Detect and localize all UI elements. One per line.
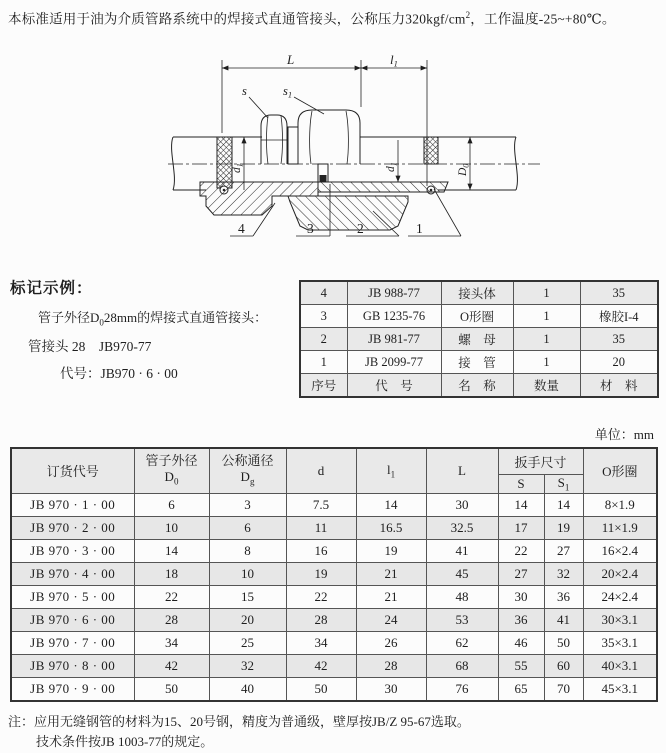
leader-s1 [294, 97, 324, 114]
cell-oring: 11×1.9 [583, 516, 657, 539]
part-qty: 1 [513, 351, 580, 374]
cell-L: 62 [426, 631, 498, 654]
cell-S: 17 [498, 516, 544, 539]
parts-row-3 [300, 305, 658, 328]
marking-example-line2: 管接头 28 JB970-77 [28, 338, 152, 354]
part-material: 橡胶I-4 [580, 305, 658, 328]
cell-S1: 41 [544, 608, 583, 631]
cell-d: 19 [286, 562, 356, 585]
table-row [11, 631, 657, 654]
part-code: JB 2099-77 [347, 351, 441, 374]
scope-paragraph [8, 9, 662, 29]
cell-S1: 50 [544, 631, 583, 654]
marking-line1-pre: 管子外径D [38, 310, 100, 325]
part-no: 3 [300, 305, 347, 328]
table-row [11, 539, 657, 562]
cell-dg: 3 [209, 493, 286, 516]
cell-order-code: JB 970 · 5 · 00 [11, 585, 134, 608]
cell-L: 53 [426, 608, 498, 631]
cell-d: 7.5 [286, 493, 356, 516]
hex-body-s1-outline [298, 110, 360, 164]
cell-d0: 28 [134, 608, 209, 631]
cell-S: 36 [498, 608, 544, 631]
cell-dg: 20 [209, 608, 286, 631]
cell-l1: 19 [356, 539, 426, 562]
cell-order-code: JB 970 · 2 · 00 [11, 516, 134, 539]
cell-dg: 25 [209, 631, 286, 654]
hex-body-facet-right [346, 111, 348, 164]
part-name: O形圈 [441, 305, 513, 328]
part-material: 35 [580, 328, 658, 351]
cell-S1: 32 [544, 562, 583, 585]
cell-S: 30 [498, 585, 544, 608]
cell-dg: 6 [209, 516, 286, 539]
cell-dg: 8 [209, 539, 286, 562]
cell-oring: 8×1.9 [583, 493, 657, 516]
cell-S1: 27 [544, 539, 583, 562]
cell-S1: 19 [544, 516, 583, 539]
weld-seam-right [424, 137, 438, 164]
fitting-technical-drawing [0, 46, 666, 261]
cell-S: 65 [498, 677, 544, 701]
cell-L: 68 [426, 654, 498, 677]
cell-S1: 60 [544, 654, 583, 677]
header-row-1 [11, 448, 657, 474]
cell-oring: 45×3.1 [583, 677, 657, 701]
parts-row-1 [300, 351, 658, 374]
cell-l1: 26 [356, 631, 426, 654]
cell-d0: 34 [134, 631, 209, 654]
cell-dg: 40 [209, 677, 286, 701]
cell-oring: 35×3.1 [583, 631, 657, 654]
marking-line1-sub: 0 [99, 317, 104, 328]
cell-S: 22 [498, 539, 544, 562]
cell-d0: 10 [134, 516, 209, 539]
cell-dg: 32 [209, 654, 286, 677]
cell-order-code: JB 970 · 8 · 00 [11, 654, 134, 677]
label-s: s [242, 84, 247, 98]
weld-seam-left [217, 137, 232, 188]
part-qty: 1 [513, 305, 580, 328]
part-material: 35 [580, 281, 658, 305]
cell-l1: 21 [356, 585, 426, 608]
marking-example-title: 标记示例： [10, 280, 93, 297]
table-row [11, 608, 657, 631]
part-qty: 1 [513, 328, 580, 351]
cell-L: 32.5 [426, 516, 498, 539]
marking-example-line1 [10, 307, 295, 328]
dimension-table [10, 447, 658, 702]
cell-oring: 16×2.4 [583, 539, 657, 562]
label-D0: $D_0$ [457, 163, 471, 176]
col-header-l1: $l_1$ [356, 448, 426, 493]
cell-S: 14 [498, 493, 544, 516]
callout-2: 2 [357, 221, 364, 236]
nut-section [288, 196, 408, 230]
cell-L: 30 [426, 493, 498, 516]
dim-label-L: L [287, 52, 295, 67]
cell-S1: 14 [544, 493, 583, 516]
parts-header-row [300, 374, 658, 398]
unit-label: 单位：mm [594, 427, 654, 442]
dim-label-l1: l1 [390, 52, 398, 69]
scope-text: 本标准适用于油为介质管路系统中的焊接式直通管接头，公称压力320kgf/cm [8, 11, 466, 27]
cell-S1: 36 [544, 585, 583, 608]
cell-order-code: JB 970 · 4 · 00 [11, 562, 134, 585]
col-header-wrench-size: 扳手尺寸 [498, 448, 583, 474]
parts-list-table [299, 280, 659, 398]
label-s1: $s_1$ [283, 84, 293, 100]
cell-l1: 28 [356, 654, 426, 677]
part-no: 2 [300, 328, 347, 351]
cell-d0: 6 [134, 493, 209, 516]
cell-l1: 30 [356, 677, 426, 701]
cell-d0: 18 [134, 562, 209, 585]
part-code: JB 981-77 [347, 328, 441, 351]
parts-header-qty: 数量 [513, 374, 580, 398]
cell-order-code: JB 970 · 7 · 00 [11, 631, 134, 654]
left-pipe-break [172, 137, 175, 190]
cell-oring: 40×3.1 [583, 654, 657, 677]
cell-order-code: JB 970 · 9 · 00 [11, 677, 134, 701]
cell-order-code: JB 970 · 6 · 00 [11, 608, 134, 631]
part-no: 1 [300, 351, 347, 374]
label-d1-mid: $d_1$ [385, 162, 399, 172]
cell-L: 48 [426, 585, 498, 608]
leader-s [249, 97, 268, 118]
col-header-S1: $S_1$ [544, 474, 583, 493]
table-row [11, 562, 657, 585]
cell-d: 16 [286, 539, 356, 562]
part-material: 20 [580, 351, 658, 374]
table-row [11, 654, 657, 677]
table-row [11, 493, 657, 516]
table-row [11, 585, 657, 608]
cell-d0: 22 [134, 585, 209, 608]
marking-example-line3: 代号：JB970 · 6 · 00 [60, 365, 178, 381]
callout-4: 4 [238, 221, 245, 236]
right-pipe-break [515, 137, 518, 190]
cell-d0: 50 [134, 677, 209, 701]
col-header-L: L [426, 448, 498, 493]
callout-1: 1 [416, 221, 423, 236]
parts-header-code: 代 号 [347, 374, 441, 398]
note-line-2: 技术条件按JB 1003-77的规定。 [36, 734, 214, 749]
cell-S1: 70 [544, 677, 583, 701]
cell-l1: 21 [356, 562, 426, 585]
cell-order-code: JB 970 · 3 · 00 [11, 539, 134, 562]
tube-wall-section [318, 182, 448, 192]
note-line-1: 注：应用无缝钢管的材料为15、20号钢，精度为普通级，壁厚按JB/Z 95-67选取。 [8, 714, 470, 729]
cell-S: 27 [498, 562, 544, 585]
callout-3: 3 [307, 221, 314, 236]
cell-l1: 14 [356, 493, 426, 516]
scope-text-tail: ，工作温度-25~+80℃。 [470, 11, 616, 27]
part-name: 螺 母 [441, 328, 513, 351]
cell-d0: 42 [134, 654, 209, 677]
superscript-2: 2 [465, 10, 471, 20]
parts-row-2 [300, 328, 658, 351]
body-step [288, 127, 298, 164]
cell-l1: 16.5 [356, 516, 426, 539]
table-row [11, 677, 657, 701]
marking-line1-post: 28mm的焊接式直通管接头： [103, 310, 268, 325]
cell-S: 55 [498, 654, 544, 677]
cell-d: 28 [286, 608, 356, 631]
cell-S: 46 [498, 631, 544, 654]
cell-d: 34 [286, 631, 356, 654]
col-header-order-code: 订货代号 [11, 448, 134, 493]
leader-callout-1 [434, 189, 461, 236]
col-header-S: S [498, 474, 544, 493]
part-code: JB 988-77 [347, 281, 441, 305]
cell-oring: 30×3.1 [583, 608, 657, 631]
oring-section [320, 175, 327, 182]
cell-L: 41 [426, 539, 498, 562]
cell-d: 50 [286, 677, 356, 701]
parts-header-material: 材 料 [580, 374, 658, 398]
cell-order-code: JB 970 · 1 · 00 [11, 493, 134, 516]
cell-oring: 20×2.4 [583, 562, 657, 585]
part-qty: 1 [513, 281, 580, 305]
col-header-pipe-od: 管子外径 $D_0$ [134, 448, 209, 493]
label-d1-left: $d_1$ [231, 163, 245, 173]
cell-dg: 10 [209, 562, 286, 585]
marking-example-block [10, 276, 295, 382]
col-header-oring: O形圈 [583, 448, 657, 493]
col-header-nominal-bore: 公称通径 $D_g$ [209, 448, 286, 493]
cell-dg: 15 [209, 585, 286, 608]
cell-d: 42 [286, 654, 356, 677]
col-header-d: d [286, 448, 356, 493]
parts-header-no: 序号 [300, 374, 347, 398]
part-no: 4 [300, 281, 347, 305]
cell-L: 45 [426, 562, 498, 585]
cell-d0: 14 [134, 539, 209, 562]
part-code: GB 1235-76 [347, 305, 441, 328]
cell-oring: 24×2.4 [583, 585, 657, 608]
cell-d: 11 [286, 516, 356, 539]
cell-d: 22 [286, 585, 356, 608]
parts-row-4 [300, 281, 658, 305]
cell-l1: 24 [356, 608, 426, 631]
part-name: 接头体 [441, 281, 513, 305]
table-row [11, 516, 657, 539]
part-name: 接 管 [441, 351, 513, 374]
parts-header-name: 名 称 [441, 374, 513, 398]
hex-body-facet-left [310, 111, 312, 164]
cell-L: 76 [426, 677, 498, 701]
